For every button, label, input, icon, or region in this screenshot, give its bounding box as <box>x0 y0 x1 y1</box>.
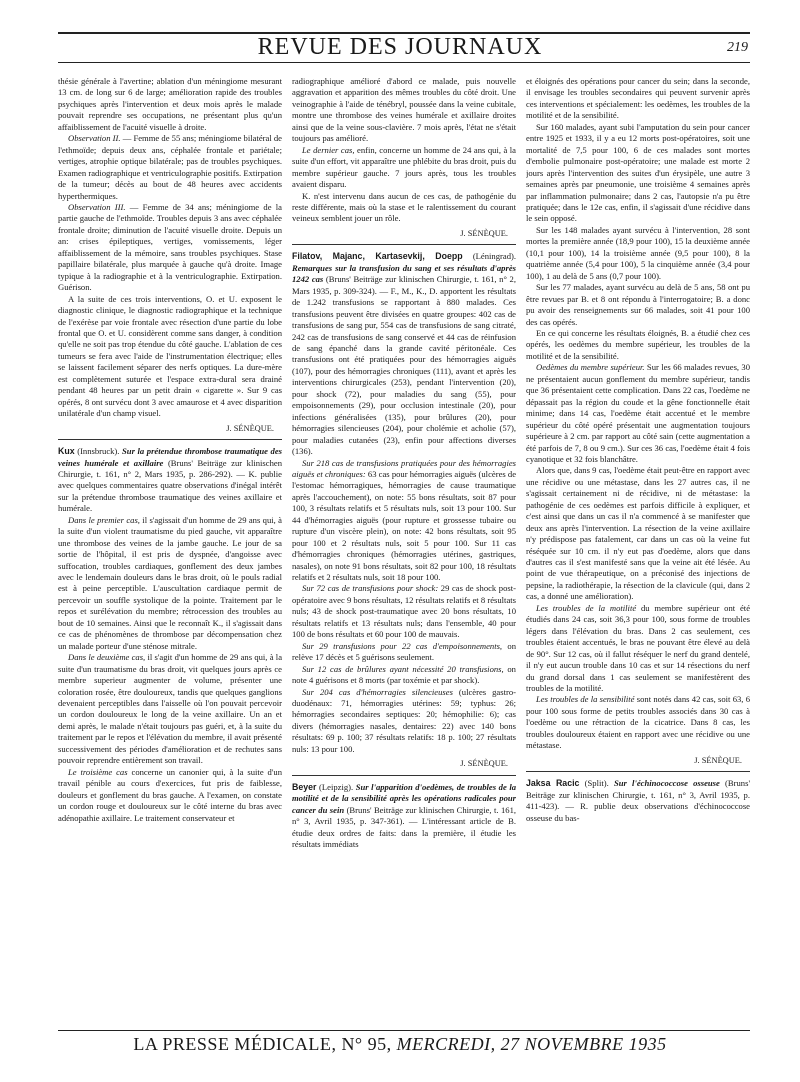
article-separator <box>526 771 750 772</box>
article-author: Jaksa Racic <box>526 778 580 789</box>
section-label: Sur 29 transfusions pour 22 cas d'empoisonnements, <box>302 640 503 651</box>
paragraph-text: sont notés dans 42 cas, soit 63, 6 pour 100 sous forme de petits troubles associés dans 30 cas à l'oedème ou une rétraction de la cicatrice. Dans 8 cas, les troubles douloureux étaient en rapport avec une récidive ou une métastase. <box>526 694 750 751</box>
paragraph: Sur les 77 malades, ayant survécu au delà de 5 ans, 58 ont pu être revues par B. et 8 ont répondu à l'interrogatoire; B. a donc pu avoir des renseignements sur 66 malades, soit 41 pour 100 des cas opérés. <box>526 282 750 327</box>
article-title: Sur la prétendue thrombose traumatique des veines humérale et axillaire <box>58 446 282 468</box>
signature: J. SÉNÈQUE. <box>460 228 508 238</box>
article-place: (Leipzig). <box>316 781 356 792</box>
article-reference: (Bruns' Beiträge zur klinischen Chirurgie, t. 161, n° 2, Mars 1935, p. 309-324). — F., M., K., D. apportent les résultats de 1.242 transfusions se rapportant à 880 malades. Ces transfusions peuvent être divisées en quatre groupes: 402 cas de transfusions de sang pur, 554 cas de transfusions de sang citraté, 242 cas de transfusions de sang conservé et 44 cas de réinfusion de sang épanché dans la grande cavité péritonéale. Ces transfusions ont été pratiquées pour des hémorragies aiguës (107), pour des hémorragies chroniques (111), avant et après les interventions chirurgicales (253), pendant l'intervention (20), pour shock (72), pour maladies du sang (55), pour empoisonnements (29), pour occlusion intestinale (20), pour infections généralisées (135), pour brûlures (20), pour hémorragies silencieuses (204), pour cholémie et acholie (57), pour maladies cutanées (23), enfin pour affections diverses (136). <box>292 274 516 457</box>
paragraph <box>58 515 282 652</box>
paragraph <box>58 202 282 294</box>
paragraph-text: enfin, concerne un homme de 24 ans qui, à la suite d'un effort, vit apparaître une phlébite du bras droit, puis du membre supérieur gauche. 7 jours après, tous les troubles avaient disparu. <box>292 144 516 190</box>
signature: J. SÉNÈQUE. <box>226 423 274 433</box>
article-separator <box>58 439 282 440</box>
paragraph-text: 29 cas de shock post-opératoire avec 9 bons résultats, 12 résultats relatifs et 8 résultats nuls; 43 de shock post-traumatique avec 20 bons résultats, 10 résultats relatifs et 13 résultats nuls; dans l'ensemble, 40 pour 100 de bons résultats et 60 pour 100 de mauvais. <box>292 583 516 640</box>
paragraph <box>58 652 282 767</box>
section-label: Les troubles de la motilité <box>536 602 637 613</box>
paragraph-text: — Femme de 55 ans; méningiome bilatéral de l'ethmoïde; depuis deux ans, céphalée frontale et pariétale; vertiges, atrophie optique bilatérale; pas de troubles psychiques. Examen radiographique et ventriculographie positifs. Extirpation de la tumeur; décès au bout de 48 heures avec accidents hyperthermiques. <box>58 133 282 201</box>
paragraph <box>526 694 750 751</box>
observation-label: Observation II. <box>68 133 121 144</box>
paragraph <box>292 664 516 687</box>
paragraph: et éloignés des opérations pour cancer du sein; dans la seconde, il envisage les troubles secondaires qui peuvent survenir après ces interventions et spécialement: les oedèmes, les troubles de la motilité et de la sensibilité. <box>526 76 750 121</box>
column-1 <box>58 76 282 1024</box>
article-heading <box>526 778 750 824</box>
footer-date: MERCREDI, 27 NOVEMBRE 1935 <box>396 1034 667 1054</box>
observation-label: Observation III. <box>68 201 126 212</box>
article-heading <box>292 251 516 457</box>
case-label: Le troisième cas <box>68 766 128 777</box>
paragraph <box>292 641 516 664</box>
paragraph <box>58 133 282 202</box>
paragraph-text: (ulcères gastro-duodénaux: 71, hémorragies utérines: 59; typhus: 26; hémorragies secondaires septiques: 20; hémophilie: 6); cas divers (hémorragies nasales, dentaires: 22) avec 140 bons résultats: 69 p. 100; 37 résultats relatifs: 18 p. 100; 27 résultats nuls: 13 pour 100. <box>292 686 516 754</box>
article-author: Beyer <box>292 781 317 792</box>
article-columns <box>58 76 750 1024</box>
paragraph: En ce qui concerne les résultats éloignés, B. a étudié chez ces opérés, les oedèmes du membre supérieur, les troubles de la motilité et de la sensibilité. <box>526 327 750 361</box>
footer-journal: LA PRESSE MÉDICALE <box>133 1034 332 1054</box>
paragraph: Sur les 148 malades ayant survécu à l'intervention, 28 sont mortes la première année (18,9 pour 100), 15 la deuxième année (10,1 pour 100), 14 la troisième année (9,5 pour 100), 8 la quatrième année (5,4 pour 100), 5 la cinquième année (3,4 pour 100), 1 au delà de 5 ans (0,7 pour 100). <box>526 224 750 281</box>
column-3 <box>526 76 750 1024</box>
paragraph-text: on relève 17 décès et 5 guérisons seulement. <box>292 640 516 663</box>
footer-rule <box>58 1030 750 1031</box>
paragraph: thésie générale à l'avertine; ablation d'un méningiome mesurant 13 cm. de long sur 6 de large; amélioration rapide des troubles psychiques après l'intervention et deux mois après le malade pouvait reprendre ses occupations, ne présentant plus qu'un affaiblissement de l'acuité visuelle à droite. <box>58 76 282 132</box>
article-title: Sur l'échinococcose osseuse <box>613 778 720 789</box>
article-author: Kux <box>58 446 75 457</box>
article-reference: (Bruns' Beiträge zur klinischen Chirurgie, t. 161, n° 3, Avril 1935, p. 347-361). — L'intéressant article de B. étudie deux ordres de faits: dans la première, il étudie les résultats immédiats <box>292 804 516 849</box>
paragraph: K. n'est intervenu dans aucun de ces cas, de pathogénie du reste différente, mais où la stase et le ralentissement du courant veineux semblent jouer un rôle. <box>292 190 516 224</box>
running-footer: LA PRESSE MÉDICALE, N° 95, MERCREDI, 27 NOVEMBRE 1935 <box>133 1034 667 1054</box>
article-reference: (Bruns' Beiträge zur klinischen Chirurgie, t. 161, n° 3, Avril 1935, p. 411-423). — R. publie deux observations d'échinococcose osseuse du bas- <box>526 778 750 823</box>
paragraph-text: il s'agit d'un homme de 29 ans qui, à la suite d'un traumatisme du bras droit, vit quelques jours après ce membre superieur augmenter de volume, présenter une coloration rosée, être douloureux, tandis que quelques ganglions devenaient perceptibles dans l'aisselle où l'on pouvait percevoir un cordon douloureux le long de la veine axillaire. Un an et demi après, le malade n'était toujours pas guéri, et, à la suite du traitement par le repos et l'élévation du membre, il avait présenté successivement des périodes d'amélioration et de rechutes sans pouvoir reprendre entièrement son travail. <box>58 652 282 766</box>
section-label: Sur 12 cas de brûlures ayant nécessité 20 transfusions, <box>302 663 504 674</box>
paragraph-text: Sur les 66 malades revues, 30 ne présentaient aucun gonflement du membre supérieur, tandis que 36 présentaient cette complication. Dans 22 cas, l'oedème ne dépassait pas la région du coude et la gêne fonctionnelle était minime; dans 14 cas, l'oedème était accentué et le membre supérieur du côté opéré présentait une augmentation toujours supérieure à 2 cm. par rapport au côté sain (cette augmentation a été parfois de 7, 8 ou 9 cm.). Sur ces 36 cas, l'oedème était 4 fois cyanotique et 32 fois blanchâtre. <box>526 362 750 464</box>
header-rule-bottom <box>58 62 750 63</box>
paragraph <box>292 145 516 191</box>
signature: J. SÉNÈQUE. <box>694 755 742 765</box>
paragraph-text: on note 4 guérisons et 8 morts (par toxémie et par shock). <box>292 663 516 686</box>
paragraph <box>526 362 750 465</box>
case-label: Dans le premier cas, <box>68 514 140 525</box>
paragraph-text: concerne un canonier qui, à la suite d'un travail pénible au cours d'exercices, fut pris de faiblesse, douleurs et gonflement du bras gauche. A l'examen, on constate un cordon rouge et douloureux sur le côté interne du bras avec adénopathie axillaire. Le traitement conservateur et <box>58 766 282 823</box>
article-heading <box>292 782 516 851</box>
section-label: Les troubles de la sensibilité <box>536 694 635 705</box>
section-label: Oedèmes du membre supérieur. <box>536 362 645 373</box>
paragraph: Alors que, dans 9 cas, l'oedème était peut-être en rapport avec une récidive ou une métastase, dans les 27 autres cas, il ne s'agissait certainement ni de récidive, ni de métastase: la pathogénie de ces oedèmes est parfois difficile à expliquer, et c'est ainsi que dans un cas il n'a commencé à se manifester que deux ans après l'intervention. La résection de la veine axillaire n'y prédispose pas fatalement, car dans un cas où la veine fut réséquée sur 10 cm. il n'y eut pas d'oedème, alors que dans d'autres cas il s'est manifesté sans que la veine ait été lésée. Au point de vue thérapeutique, on a préconisé des injections de pepsine, la radiothérapie, la résection de la clavicule (qui, dans 2 cas, a donné une amélioration). <box>526 465 750 602</box>
paragraph <box>292 583 516 640</box>
article-place: (Innsbruck). <box>74 446 123 457</box>
article-place: (Léningrad). <box>462 251 516 262</box>
paragraph: radiographique amélioré d'abord ce malade, puis nouvelle aggravation et apparition des mêmes troubles du côté droit. Une veinographie à l'aide de ténébryl, poussée dans la veine cubitale, montre une thrombose des veines humérale et axillaire droites ainsi que de la veine sous-clavière. 7 mois après, l'état ne s'était toujours pas amélioré. <box>292 76 516 144</box>
signature: J. SÉNÈQUE. <box>460 759 508 769</box>
paragraph <box>526 603 750 695</box>
case-label: Le dernier cas, <box>302 144 355 155</box>
article-separator <box>292 775 516 776</box>
paragraph-text: — Femme de 34 ans; méningiome de la partie gauche de l'ethmoïde. Troubles depuis 3 ans avec céphalée frontale droite; diminution de l'acuité visuelle droite. Depuis un an: crises épileptiques, vertiges, vomissements, léger affaiblissement de la mémoire, sans troubles psychiques. Stase papillaire bilatérale, plus marquée à gauche qu'à droite. Image typique à la radiographie et à la ventriculographie. Extirpation. Guérison. <box>58 201 282 293</box>
article-title: Sur l'apparition d'oedèmes, de troubles de la motilité et de la sensibilité après les opérations radicales pour cancer du sein <box>292 781 516 815</box>
section-label: Sur 204 cas d'hémorragies silencieuses <box>302 686 453 697</box>
column-2 <box>292 76 516 1024</box>
paragraph <box>292 458 516 584</box>
paragraph-text: du membre supérieur ont été étudiés dans 24 cas, soit 36,3 pour 100, sous forme de troubles légers dans l'élévation du bras. Dans 2 cas seulement, ces troubles étaient accentués, le bras ne pouvant être élevé au delà de 90°. Sur 12 cas, où il fallut réséquer le nerf du grand dentelé, il n'y eut aucun trouble dans 10 cas et sur 14 résections du nerf du grand dorsal dans 1 cas seulement se manifestèrent des troubles de la motilité. <box>526 602 750 694</box>
article-heading <box>58 446 282 515</box>
running-header-title: REVUE DES JOURNAUX <box>257 34 543 60</box>
article-separator <box>292 244 516 245</box>
paragraph-text: 63 cas pour hémorragies aiguës (ulcères de l'estomac hémorragiques, hémorragies de cause traumatique après l'accouchement), on note: 55 bons résultats, soit 87 pour 100, 3 résultats relatifs et 5 résultats nuls, soit 13 pour 100. Sur 44 d'hémorragies aiguës (pour rupture et grossesse tubaire ou rupture d'un viscère plein), on note: 42 bons résultats, soit 95 pour 100 et 2 résultats nuls, soit 5 pour 100. Sur 11 cas d'hémorragies chroniques (hémorragies utérines, gastriques, nasales), on note 91 bons résultats, soit 82 pour 100, 18 résultats relatifs et 2 résultats nuls, soit 18 pour 100. <box>292 468 516 583</box>
paragraph: Sur 160 malades, ayant subi l'amputation du sein pour cancer entre 1925 et 1933, il y a eu 12 morts post-opératoires, soit une mortalité de 7,5 pour 100, 6 de ces malades sont mortes d'embolie pulmonaire post-opératoire; une malade est morte 2 jours après l'intervention des suites d'un érysipèle, une autre 3 semaines après par pneumonie, une troisième 4 semaines après par inflammation pulmonaire; dans 2 cas, l'autopsie n'a pu être pratiquée; dans le 12e cas, enfin, il s'agissait d'une récidive dans le sein opposé. <box>526 121 750 224</box>
paragraph <box>292 687 516 756</box>
page-number: 219 <box>727 40 748 55</box>
article-author: Filatov, Majanc, Kartasevkij, Doepp <box>292 251 463 262</box>
case-label: Dans le deuxième cas, <box>68 652 146 663</box>
footer-issue: N° 95, <box>341 1034 392 1054</box>
article-place: (Split). <box>579 778 614 789</box>
paragraph-text: il s'agissait d'un homme de 29 ans qui, à la suite d'un violent traumatisme du pied gauche, vit apparaître une thrombose des veines de la jambe gauche. Le jour de sa sortie de l'hôpital, il est pris de dyspnée, d'angoisse avec suffocation, troubles cardiaques, gonflement des deux jambes avec le lendemain douleurs dans le bras droit, où le pouls radial est à peine perceptible. L'auscultation cardiaque permit de percevoir un souffle systolique de la pointe. Traitement par le repos et surélévation du membre; rétrocession des troubles au bout de 10 semaines. Ainsi que le reconnaît K., il s'agissait dans ce cas de phénomènes de thrombose par décompensation chez un malade porteur d'une sténose mitrale. <box>58 514 282 651</box>
paragraph <box>58 767 282 824</box>
article-reference: (Bruns' Beiträge zur klinischen Chirurgie, t. 161, n° 2, Mars 1935, p. 286-292). — K. publie avec quelques commentaires quatre observations d'inégal intérêt sur la prétendue thrombose traumatique des veines axillaire et humérale. <box>58 457 282 514</box>
section-label: Sur 72 cas de transfusions pour shock: <box>302 583 439 594</box>
paragraph: A la suite de ces trois interventions, O. et U. exposent le diagnostic clinique, le diagnostic radiographique et la technique de l'exérèse par voie frontale avec résection d'une partie du lobe frontal que O. et U. considèrent comme sans danger, à condition qu'elle ne soit pas trop étendue du côté gauche. L'ablation de ces tumeurs se fera avec l'aide de l'instrumentation électrique; elles se laissent facilement séparer des nerfs optiques. La dure-mère est complètement suturée et l'espace extra-dural sera drainé pendant 48 heures par un petit drain « cigarette ». Sur 9 cas opérés, 8 ont survécu dont 3 avec amaurose et 4 avec disparition unilatérale d'un champ visuel. <box>58 293 282 419</box>
section-label: Sur 218 cas de transfusions pratiquées pour des hémorragies aiguës et chroniques: <box>292 457 516 479</box>
article-title: Remarques sur la transfusion du sang et ses résultats d'après 1242 cas <box>292 262 516 285</box>
